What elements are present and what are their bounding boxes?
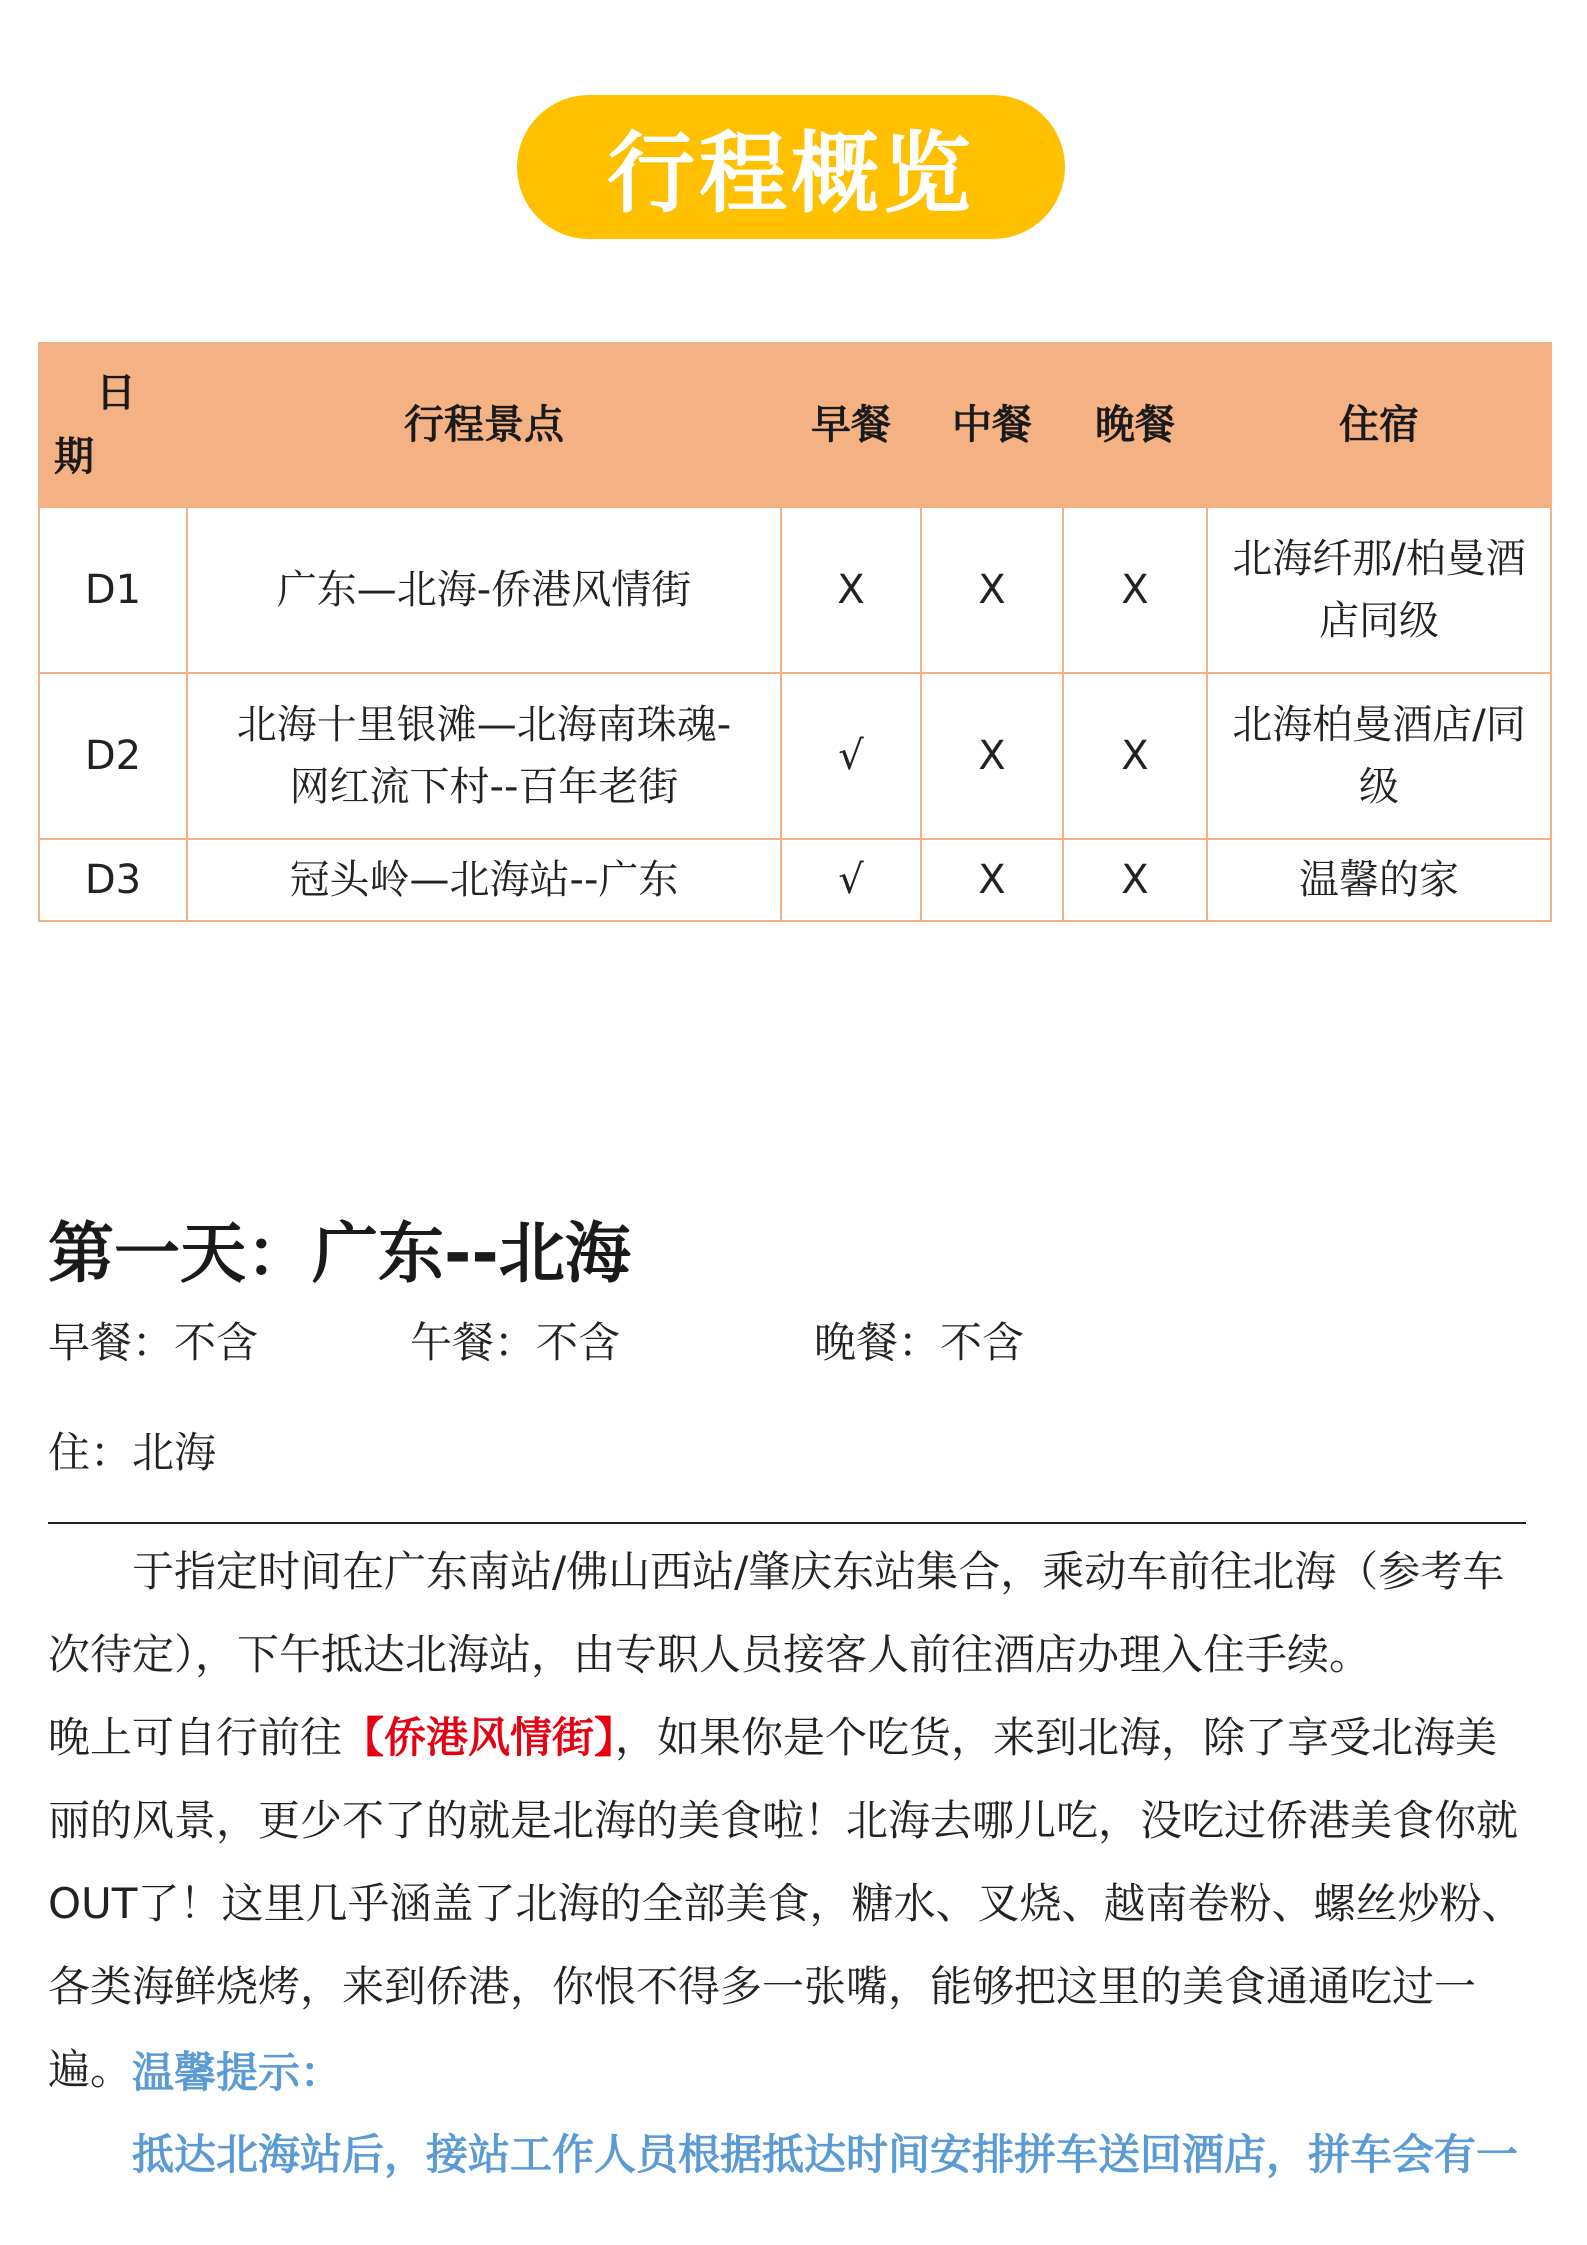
header-route: 行程景点 [187,343,781,507]
table-row [39,507,1551,673]
cell-breakfast: √ [781,839,921,921]
tip-title: 温馨提示： [132,2048,343,2097]
day1-title: 第一天：广东--北海 [48,1215,631,1292]
header-lunch: 中餐 [921,343,1063,507]
cell-stay: 北海柏曼酒店/同 级 [1207,673,1551,839]
cell-route: 北海十里银滩—北海南珠魂- 网红流下村--百年老街 [187,673,781,839]
title-banner [517,95,1065,239]
day1-paragraph-2: 晚上可自行前往【侨港风情街】，如果你是个吃货，来到北海，除了享受北海美丽的风景，更少不了的就是北海的美食啦！北海去哪儿吃，没吃过侨港美食你就OUT了！这里几乎涵盖了北海的全部美食，糖水、叉烧、越南卷粉、螺丝炒粉、各类海鲜烧烤，来到侨港，你恨不得多一张嘴，能够把这里的美食通通吃过一遍。 [48,1713,1524,2094]
cell-route: 广东—北海-侨港风情街 [187,507,781,673]
cell-lunch: X [921,507,1063,673]
cell-day: D1 [39,507,187,673]
header-date: 日 期 [39,343,187,507]
cell-stay: 北海纤那/柏曼酒 店同级 [1207,507,1551,673]
cell-breakfast: X [781,507,921,673]
tip-text: 抵达北海站后，接站工作人员根据抵达时间安排拼车送回酒店，拼车会有一 [132,2130,1519,2179]
cell-dinner: X [1063,507,1207,673]
cell-route: 冠头岭—北海站--广东 [187,839,781,921]
header-stay: 住宿 [1207,343,1551,507]
divider [48,1522,1526,1524]
cell-breakfast: √ [781,673,921,839]
day1-stay: 住：北海 [48,1428,217,1477]
day1-lunch: 午餐：不含 [410,1318,621,1367]
cell-day: D2 [39,673,187,839]
cell-lunch: X [921,839,1063,921]
cell-lunch: X [921,673,1063,839]
cell-stay: 温馨的家 [1207,839,1551,921]
highlight-qiaogang: 【侨港风情街】 [342,1713,616,1762]
page-title: 行程概览 [606,121,975,225]
day1-breakfast: 早餐：不含 [48,1318,259,1367]
cell-dinner: X [1063,839,1207,921]
cell-dinner: X [1063,673,1207,839]
table-row [39,673,1551,839]
cell-day: D3 [39,839,187,921]
header-dinner: 晚餐 [1063,343,1207,507]
itinerary-table [38,342,1552,922]
day1-dinner: 晚餐：不含 [814,1318,1025,1367]
table-header-row [39,343,1551,507]
table-row [39,839,1551,921]
day1-description [48,1530,1526,2111]
day1-paragraph-1: 于指定时间在广东南站/佛山西站/肇庆东站集合，乘动车前往北海（参考车次待定），下午抵达北海站，由专职人员接客人前往酒店办理入住手续。 [48,1547,1505,1679]
header-breakfast: 早餐 [781,343,921,507]
